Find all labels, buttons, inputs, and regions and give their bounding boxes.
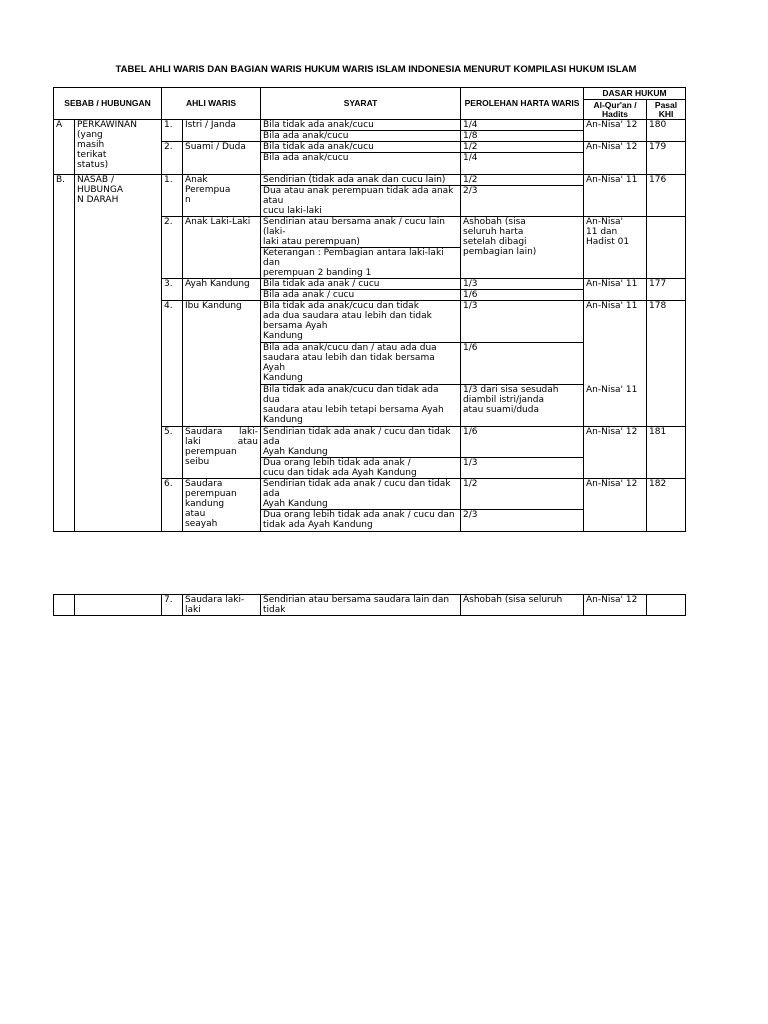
pasal-khi: 182 <box>647 479 686 532</box>
header-syarat: SYARAT <box>261 88 461 120</box>
legal-basis: An-Nisa' 12 <box>584 120 647 142</box>
pasal-khi: 180 <box>647 120 686 142</box>
share: 1/2 <box>461 479 584 510</box>
condition: Dua orang lebih tidak ada anak / cucu dan tidak ada Ayah Kandung <box>261 458 461 479</box>
condition: Bila ada anak / cucu <box>261 290 461 301</box>
share: 1/3 <box>461 458 584 479</box>
pasal-khi: 179 <box>647 142 686 175</box>
header-ahli-waris: AHLI WARIS <box>162 88 261 120</box>
condition: Bila tidak ada anak/cucu <box>261 120 461 131</box>
row-no: 1. <box>162 175 183 217</box>
row-no: 6. <box>162 479 183 532</box>
header-sebab: SEBAB / HUBUNGAN <box>54 88 162 120</box>
share: 1/4 <box>461 120 584 131</box>
legal-basis: An-Nisa' 12 <box>584 595 647 616</box>
legal-basis: An-Nisa' 12 <box>584 142 647 175</box>
pasal-khi <box>647 217 686 279</box>
condition: Dua atau anak perempuan tidak ada anak atau cucu laki-laki <box>261 186 461 217</box>
heir-name: Saudara perempuan kandung atau seayah <box>183 479 261 532</box>
condition: Sendirian tidak ada anak / cucu dan tidak ada Ayah Kandung <box>261 479 461 510</box>
condition: Bila tidak ada anak/cucu dan tidak ada dua saudara atau lebih tetapi bersama Ayah Kandung <box>261 385 461 427</box>
heir-name: Ibu Kandung <box>183 301 261 427</box>
header-dasar-hukum: DASAR HUKUM <box>584 88 686 100</box>
heir-name: Anak Perempua n <box>183 175 261 217</box>
share: 2/3 <box>461 510 584 532</box>
document-title: TABEL AHLI WARIS DAN BAGIAN WARIS HUKUM WARIS ISLAM INDONESIA MENURUT KOMPILASI HUKUM ISLAM <box>115 64 637 75</box>
condition: Sendirian (tidak ada anak dan cucu lain) <box>261 175 461 186</box>
legal-basis: An-Nisa' 11 <box>584 385 647 427</box>
header-quran-hadits: Al-Qur'an / Hadits <box>584 100 647 120</box>
table-row <box>54 595 686 616</box>
section-code <box>54 595 75 616</box>
condition: Dua orang lebih tidak ada anak / cucu dan tidak ada Ayah Kandung <box>261 510 461 532</box>
heir-name: Saudara laki- laki <box>183 595 261 616</box>
share: Ashobah (sisa seluruh harta setelah dibagi pembagian lain) <box>461 217 584 279</box>
pasal-khi: 181 <box>647 427 686 479</box>
share: 2/3 <box>461 186 584 217</box>
legal-basis: An-Nisa' 11 <box>584 301 647 385</box>
share: 1/8 <box>461 131 584 142</box>
condition: Bila ada anak/cucu <box>261 131 461 142</box>
section-sebab-b: NASAB / HUBUNGA N DARAH <box>75 175 162 532</box>
share: 1/2 <box>461 175 584 186</box>
condition: Bila ada anak/cucu dan / atau ada dua saudara atau lebih dan tidak bersama Ayah Kandung <box>261 343 461 385</box>
inheritance-table <box>53 87 686 532</box>
share: 1/6 <box>461 343 584 385</box>
row-no: 5. <box>162 427 183 479</box>
legal-basis: An-Nisa' 12 <box>584 479 647 532</box>
legal-basis: An-Nisa' 12 <box>584 427 647 479</box>
condition-note: Keterangan : Pembagian antara laki-laki dan perempuan 2 banding 1 <box>261 248 461 279</box>
condition: Bila tidak ada anak/cucu dan tidak ada dua saudara atau lebih dan tidak bersama Ayah Kandung <box>261 301 461 343</box>
condition: Sendirian tidak ada anak / cucu dan tidak ada Ayah Kandung <box>261 427 461 458</box>
table-row <box>54 120 686 131</box>
share: 1/3 <box>461 279 584 290</box>
condition: Sendirian atau bersama anak / cucu lain (laki- laki atau perempuan) <box>261 217 461 248</box>
heir-name: Ayah Kandung <box>183 279 261 301</box>
condition: Sendirian atau bersama saudara lain dan tidak <box>261 595 461 616</box>
legal-basis: An-Nisa' 11 <box>584 175 647 217</box>
row-no: 3. <box>162 279 183 301</box>
row-no: 7. <box>162 595 183 616</box>
heir-name: Anak Laki-Laki <box>183 217 261 279</box>
row-no: 1. <box>162 120 183 142</box>
share: 1/3 <box>461 301 584 343</box>
row-no: 2. <box>162 142 183 175</box>
pasal-khi: 176 <box>647 175 686 217</box>
share: 1/2 <box>461 142 584 153</box>
header-perolehan: PEROLEHAN HARTA WARIS <box>461 88 584 120</box>
condition: Bila ada anak/cucu <box>261 153 461 175</box>
heir-name: Suami / Duda <box>183 142 261 175</box>
share: 1/6 <box>461 427 584 458</box>
heir-name: Istri / Janda <box>183 120 261 142</box>
section-sebab <box>75 595 162 616</box>
table-row <box>54 175 686 186</box>
share: 1/6 <box>461 290 584 301</box>
pasal-khi <box>647 595 686 616</box>
share: 1/3 dari sisa sesudah diambil istri/janda atau suami/duda <box>461 385 584 427</box>
row-no: 4. <box>162 301 183 427</box>
inheritance-table-continued <box>53 594 686 616</box>
section-code-b: B. <box>54 175 75 532</box>
heir-name: Saudara laki-laki atau perempuan seibu <box>183 427 261 479</box>
condition: Bila tidak ada anak/cucu <box>261 142 461 153</box>
pasal-khi: 178 <box>647 301 686 427</box>
section-code-a: A <box>54 120 75 175</box>
header-pasal-khi: Pasal KHI <box>647 100 686 120</box>
legal-basis: An-Nisa' 11 <box>584 279 647 301</box>
condition: Bila tidak ada anak / cucu <box>261 279 461 290</box>
pasal-khi: 177 <box>647 279 686 301</box>
section-sebab-a: PERKAWINAN (yang masih terikat status) <box>75 120 162 175</box>
share: 1/4 <box>461 153 584 175</box>
share: Ashobah (sisa seluruh <box>461 595 584 616</box>
legal-basis: An-Nisa' 11 dan Hadist 01 <box>584 217 647 279</box>
row-no: 2. <box>162 217 183 279</box>
